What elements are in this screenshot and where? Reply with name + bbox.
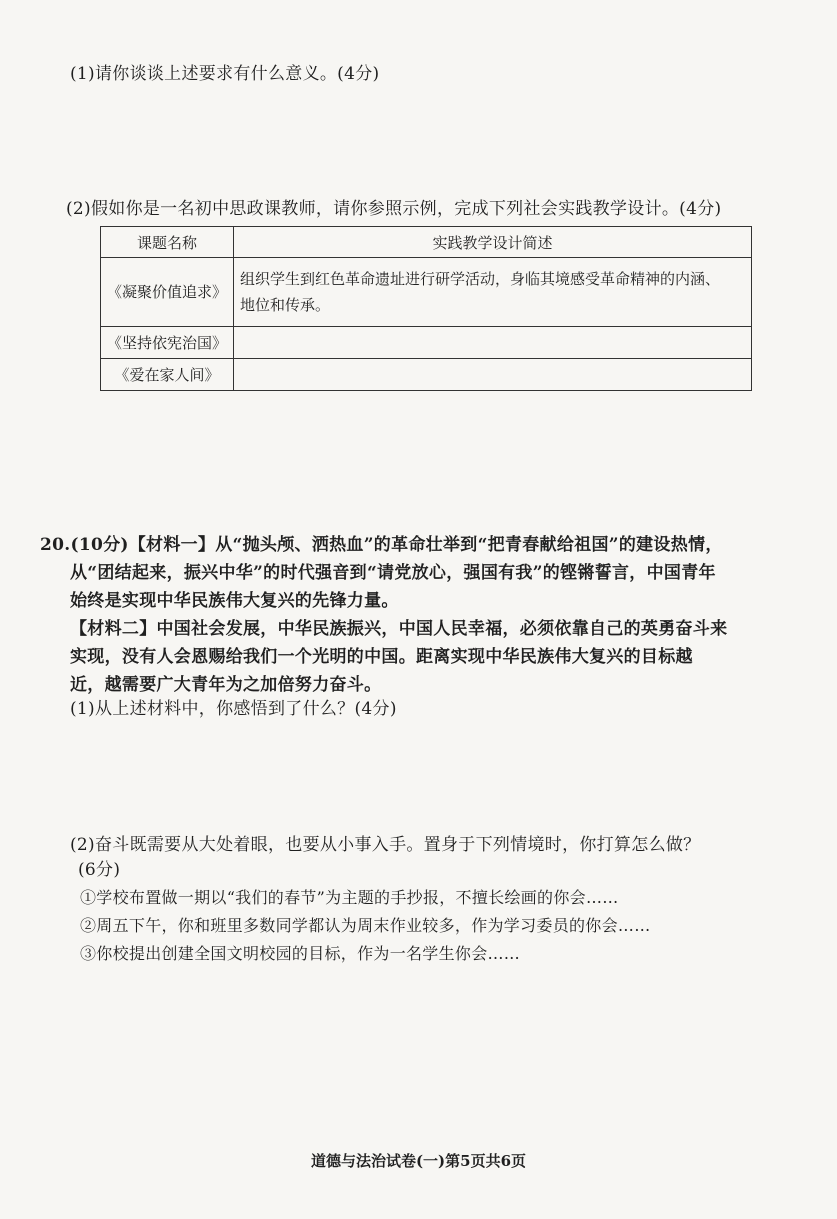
header-topic: 课题名称 (101, 227, 234, 258)
q20-sub2: (2)奋斗既需要从大处着眼，也要从小事入手。置身于下列情境时，你打算怎么做？ (70, 835, 701, 855)
topic-name: 《爱在家人间》 (101, 359, 234, 391)
description-line: 组织学生到红色革命遗址进行研学活动，身临其境感受革命精神的内涵、 (240, 270, 721, 288)
q19-sub2: (2)假如你是一名初中思政课教师，请你参照示例，完成下列社会实践教学设计。(4分) (66, 199, 722, 219)
q20-line: 始终是实现中华民族伟大复兴的先锋力量。 (70, 591, 399, 611)
q19-sub1: (1)请你谈谈上述要求有什么意义。(4分) (70, 64, 380, 84)
q20-line: 【材料二】中国社会发展，中华民族振兴，中国人民幸福，必须依靠自己的英勇奋斗来 (70, 619, 728, 639)
table-row (101, 327, 752, 359)
header-description: 实践教学设计简述 (234, 227, 752, 258)
description-line: 地位和传承。 (240, 296, 331, 314)
scenario-item: ③你校提出创建全国文明校园的目标，作为一名学生你会…… (80, 944, 521, 963)
scenario-item: ①学校布置做一期以“我们的春节”为主题的手抄报，不擅长绘画的你会…… (80, 888, 619, 907)
scenario-item: ②周五下午，你和班里多数同学都认为周末作业较多，作为学习委员的你会…… (80, 916, 651, 935)
topic-name: 《凝聚价值追求》 (101, 258, 234, 327)
answer-blank[interactable] (234, 327, 752, 359)
topic-description (234, 258, 752, 327)
table-header-row (101, 227, 752, 258)
page-footer: 道德与法治试卷(一)第5页共6页 (310, 1152, 527, 1170)
q20-sub1: (1)从上述材料中，你感悟到了什么？(4分) (70, 699, 397, 719)
teaching-design-table (100, 226, 752, 391)
q20-line: 实现，没有人会恩赐给我们一个光明的中国。距离实现中华民族伟大复兴的目标越 (70, 647, 693, 667)
table-row (101, 359, 752, 391)
q20-line: 从“团结起来，振兴中华”的时代强音到“请党放心，强国有我”的铿锵誓言，中国青年 (70, 563, 716, 583)
topic-name: 《坚持依宪治国》 (101, 327, 234, 359)
q20-line: 近，越需要广大青年为之加倍努力奋斗。 (70, 675, 382, 695)
q20-sub2-score: (6分) (78, 860, 121, 880)
table-row (101, 258, 752, 327)
q20-line: 20.(10分)【材料一】从“抛头颅、洒热血”的革命壮举到“把青春献给祖国”的建设热情， (40, 535, 723, 555)
answer-blank[interactable] (234, 359, 752, 391)
